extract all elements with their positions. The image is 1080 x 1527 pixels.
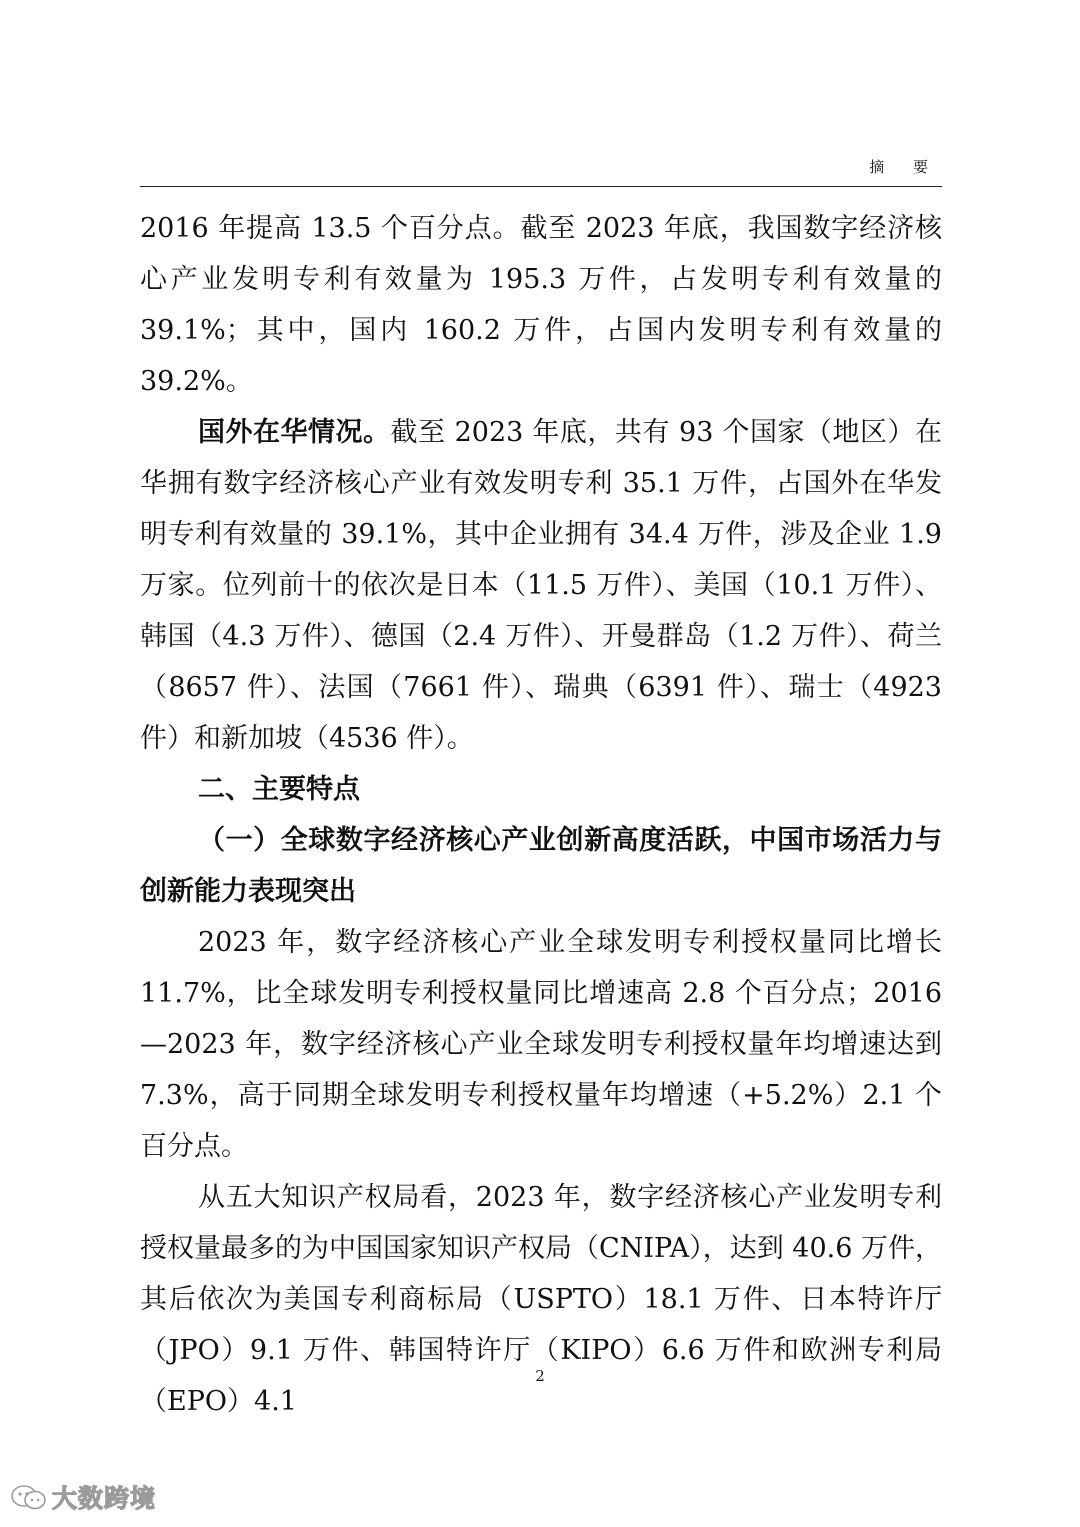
paragraph-lead: 国外在华情况。 (198, 417, 391, 448)
watermark-text: 大数跨境 (52, 1484, 157, 1513)
wechat-style-logo-icon (10, 1482, 48, 1512)
paragraph-foreign-in-china (140, 407, 942, 764)
subsection-heading: （一）全球数字经济核心产业创新高度活跃，中国市场活力与创新能力表现突出 (140, 825, 942, 907)
header-label: 摘 要 (869, 158, 940, 176)
paragraph-global-growth: 2023 年，数字经济核心产业全球发明专利授权量同比增长 11.7%，比全球发明专利授权量同比增速高 2.8 个百分点；2016—2023 年，数字经济核心产业全球发明专利授权量年均增速达到 7.3%，高于同期全球发明专利授权量年均增速（+5.2%）2.1 个百分点。 (140, 927, 942, 1162)
watermark (10, 1480, 156, 1514)
paragraph-ip5-offices: 从五大知识产权局看，2023 年，数字经济核心产业发明专利授权量最多的为中国国家知识产权局（CNIPA），达到 40.6 万件，其后依次为美国专利商标局（USPTO）18.1 万件、日本特许厅（JPO）9.1 万件、韩国特许厅（KIPO）6.6 万件和欧洲专利局（EPO）4.1 (140, 1182, 942, 1417)
page-number: 2 (535, 1367, 545, 1385)
paragraph-patent-stock: 2016 年提高 13.5 个百分点。截至 2023 年底，我国数字经济核心产业发明专利有效量为 195.3 万件，占发明专利有效量的 39.1%；其中，国内 160.2 万件，占国内发明专利有效量的 39.2%。 (140, 213, 942, 397)
section-heading: 二、主要特点 (198, 774, 360, 805)
paragraph-body: 截至 2023 年底，共有 93 个国家（地区）在华拥有数字经济核心产业有效发明专利 35.1 万件，占国外在华发明专利有效量的 39.1%，其中企业拥有 34.4 万件，涉及企业 1.9 万家。位列前十的依次是日本（11.5 万件）、美国（10.1 万件）、韩国（4.3 万件）、德国（2.4 万件）、开曼群岛（1.2 万件）、荷兰（8657 件）、法国（7661 件）、瑞典（6391 件）、瑞士（4923 件）和新加坡（4536 件）。 (140, 417, 942, 754)
page-header (140, 156, 942, 187)
document-body (140, 203, 942, 1427)
